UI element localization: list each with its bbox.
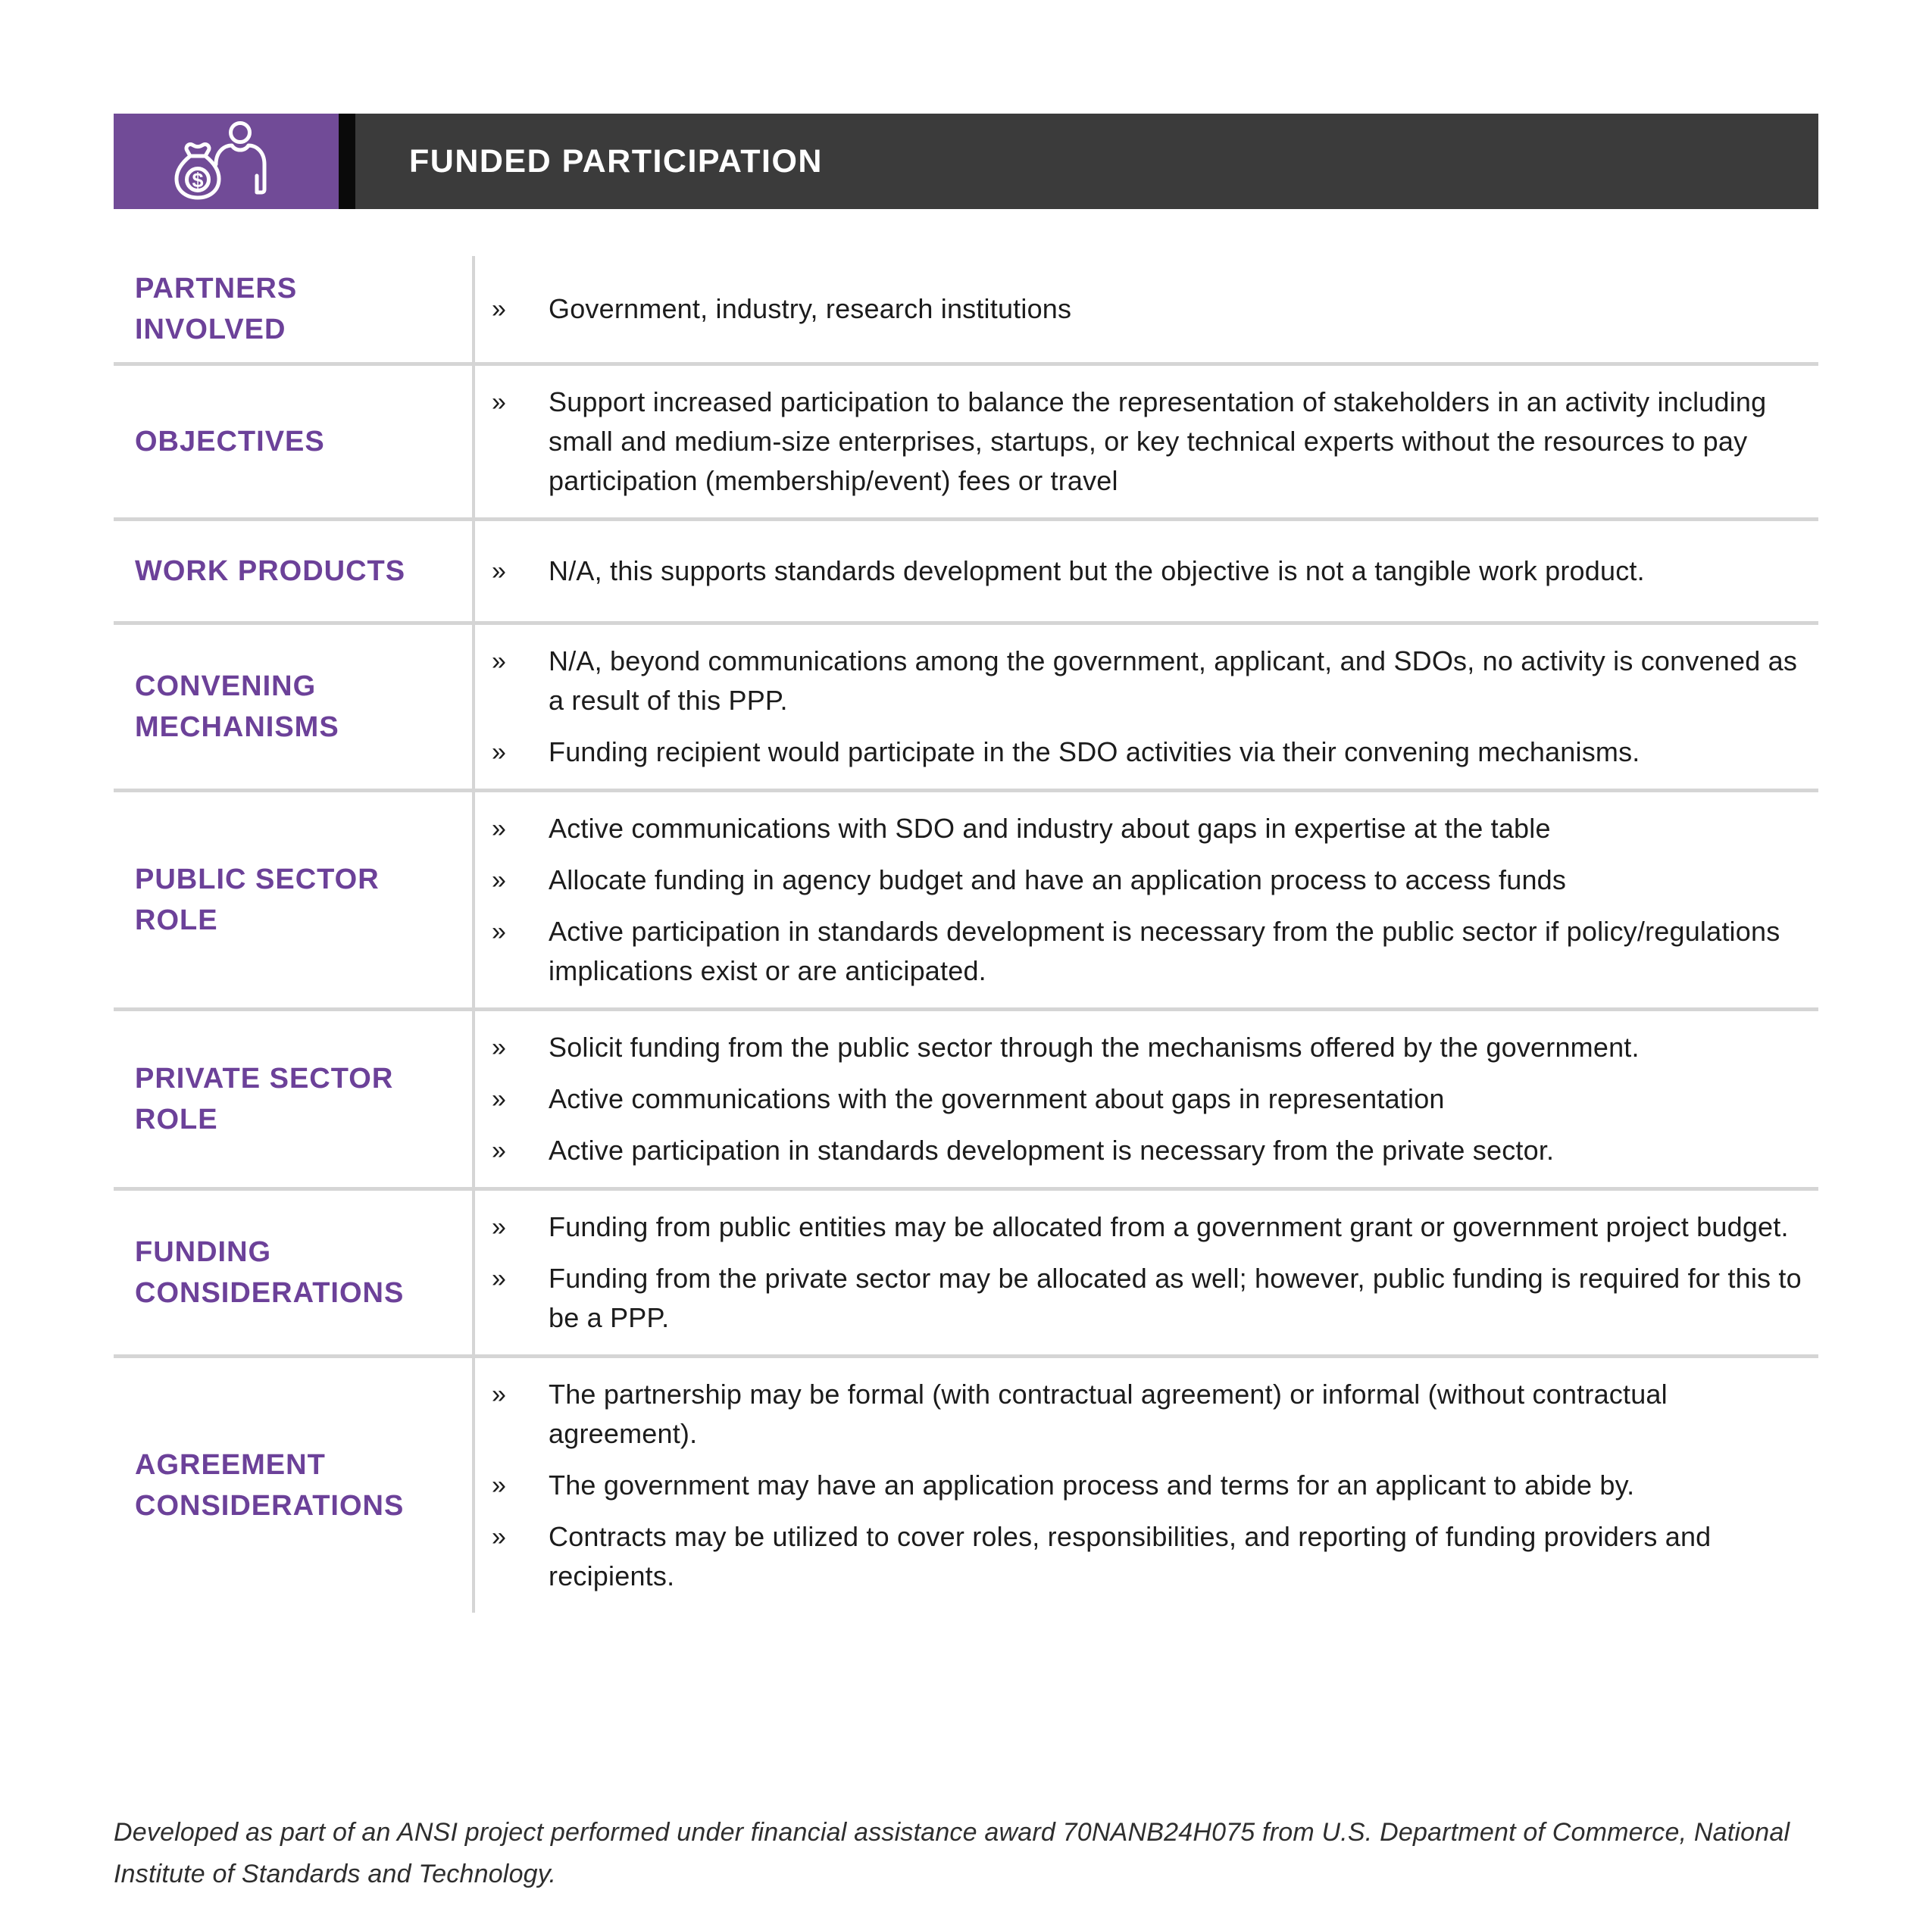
dollar-sign: $ bbox=[191, 169, 204, 192]
row-label: FUNDING CONSIDERATIONS bbox=[135, 1236, 405, 1309]
list-item bbox=[492, 809, 1818, 848]
row-content-cell bbox=[475, 625, 1818, 789]
row-content-cell bbox=[475, 1011, 1818, 1187]
footer-note: Developed as part of an ANSI project performed under financial assistance award 70NANB24H075 from U.S. Department of Commerce, National Institute of Standards and Technology. bbox=[114, 1818, 1790, 1888]
row-content-cell bbox=[475, 366, 1818, 517]
bullet-icon: » bbox=[492, 1033, 506, 1062]
header-banner bbox=[114, 114, 1818, 209]
bullet-icon: » bbox=[492, 866, 506, 895]
table-row-convening-mechanisms bbox=[114, 621, 1818, 789]
bullet-icon: » bbox=[492, 917, 506, 946]
money-bag-with-person-icon bbox=[165, 119, 288, 204]
bullet-icon: » bbox=[492, 1471, 506, 1500]
bullet-text: Active communications with SDO and industry about gaps in expertise at the table bbox=[549, 813, 1551, 844]
bullet-icon: » bbox=[492, 557, 506, 586]
row-label-cell bbox=[114, 625, 475, 789]
list-item bbox=[492, 1079, 1818, 1119]
list-item bbox=[492, 383, 1818, 501]
row-label-cell bbox=[114, 521, 475, 621]
bullet-text: N/A, this supports standards development but the objective is not a tangible work product. bbox=[549, 555, 1645, 586]
row-content-cell bbox=[475, 521, 1818, 621]
table-row-work-products bbox=[114, 517, 1818, 621]
row-label: PRIVATE SECTOR ROLE bbox=[135, 1063, 394, 1135]
bullet-icon: » bbox=[492, 1380, 506, 1409]
bullet-icon: » bbox=[492, 295, 506, 323]
row-label: PUBLIC SECTOR ROLE bbox=[135, 864, 380, 936]
bullet-text: N/A, beyond communications among the government, applicant, and SDOs, no activity is convened as a result of this PPP. bbox=[549, 645, 1798, 716]
bullet-icon: » bbox=[492, 1136, 506, 1165]
bullet-text: Support increased participation to balance the representation of stakeholders in an activity including small and medium-size enterprises, startups, or key technical experts without the resources to pay participation (membership/event) fees or travel bbox=[549, 386, 1767, 496]
list-item bbox=[492, 860, 1818, 900]
table-row-objectives bbox=[114, 362, 1818, 517]
info-table bbox=[114, 256, 1818, 1613]
bullet-icon: » bbox=[492, 1085, 506, 1113]
table-row-funding-considerations bbox=[114, 1187, 1818, 1354]
bullet-icon: » bbox=[492, 1523, 506, 1551]
bullet-text: Allocate funding in agency budget and have an application process to access funds bbox=[549, 864, 1567, 895]
bullet-text: Funding from public entities may be allocated from a government grant or government project budget. bbox=[549, 1211, 1789, 1242]
row-content-cell bbox=[475, 792, 1818, 1007]
list-item bbox=[492, 1259, 1818, 1338]
bullet-icon: » bbox=[492, 814, 506, 843]
row-label: CONVENING MECHANISMS bbox=[135, 670, 339, 743]
row-label: PARTNERS INVOLVED bbox=[135, 273, 298, 345]
row-content-cell bbox=[475, 1191, 1818, 1354]
bullet-icon: » bbox=[492, 738, 506, 767]
list-item bbox=[492, 551, 1818, 591]
bullet-text: Active participation in standards development is necessary from the public sector if policy/regulations implications exist or are anticipated. bbox=[549, 916, 1780, 986]
funded-participation-icon-box bbox=[114, 114, 339, 209]
row-content-cell bbox=[475, 256, 1818, 362]
list-item bbox=[492, 732, 1818, 772]
row-label-cell bbox=[114, 792, 475, 1007]
list-item bbox=[492, 642, 1818, 720]
list-item bbox=[492, 1466, 1818, 1505]
table-row-public-sector-role bbox=[114, 789, 1818, 1007]
page-title: FUNDED PARTICIPATION bbox=[409, 142, 823, 180]
bullet-text: The government may have an application process and terms for an applicant to abide by. bbox=[549, 1470, 1635, 1501]
table-row-agreement-considerations bbox=[114, 1354, 1818, 1613]
bullet-text: Government, industry, research institutions bbox=[549, 293, 1072, 324]
row-label-cell bbox=[114, 1011, 475, 1187]
bullet-icon: » bbox=[492, 1213, 506, 1242]
list-item bbox=[492, 1375, 1818, 1454]
bullet-icon: » bbox=[492, 647, 506, 676]
row-label: WORK PRODUCTS bbox=[135, 555, 406, 587]
row-label-cell bbox=[114, 1191, 475, 1354]
bullet-icon: » bbox=[492, 1264, 506, 1293]
row-label: OBJECTIVES bbox=[135, 426, 325, 458]
row-label-cell bbox=[114, 366, 475, 517]
bullet-text: Active communications with the government about gaps in representation bbox=[549, 1083, 1445, 1114]
banner-divider bbox=[339, 114, 355, 209]
banner-title-bar bbox=[355, 114, 1818, 209]
list-item bbox=[492, 1131, 1818, 1170]
bullet-text: Solicit funding from the public sector through the mechanisms offered by the government. bbox=[549, 1032, 1640, 1063]
row-label: AGREEMENT CONSIDERATIONS bbox=[135, 1449, 405, 1522]
table-row-partners-involved bbox=[114, 256, 1818, 362]
money-bag-icon bbox=[177, 145, 219, 198]
list-item bbox=[492, 1028, 1818, 1067]
list-item bbox=[492, 289, 1818, 329]
bullet-text: Funding recipient would participate in the SDO activities via their convening mechanisms. bbox=[549, 736, 1640, 767]
list-item bbox=[492, 1517, 1818, 1596]
person-icon bbox=[216, 123, 264, 193]
row-content-cell bbox=[475, 1358, 1818, 1613]
table-row-private-sector-role bbox=[114, 1007, 1818, 1187]
bullet-text: Active participation in standards development is necessary from the private sector. bbox=[549, 1135, 1555, 1166]
list-item bbox=[492, 912, 1818, 991]
bullet-text: Contracts may be utilized to cover roles, responsibilities, and reporting of funding providers and recipients. bbox=[549, 1521, 1712, 1591]
row-label-cell bbox=[114, 1358, 475, 1613]
bullet-icon: » bbox=[492, 388, 506, 417]
list-item bbox=[492, 1207, 1818, 1247]
bullet-text: The partnership may be formal (with contractual agreement) or informal (without contractual agreement). bbox=[549, 1379, 1668, 1449]
bullet-text: Funding from the private sector may be allocated as well; however, public funding is required for this to be a PPP. bbox=[549, 1263, 1802, 1333]
row-label-cell bbox=[114, 256, 475, 362]
